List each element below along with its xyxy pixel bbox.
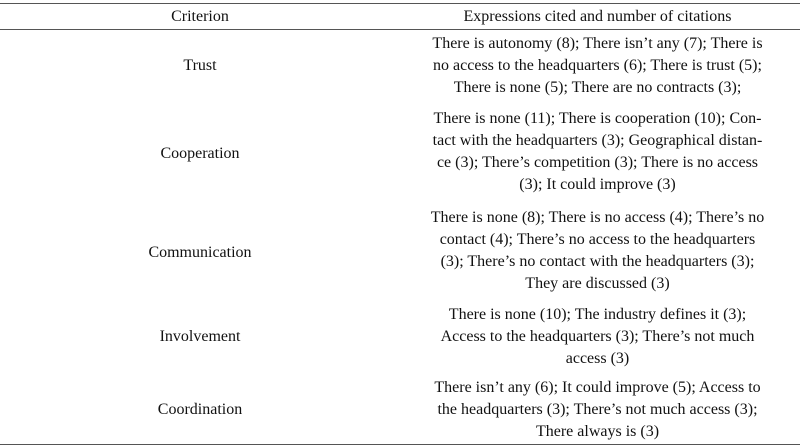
expression-line: There is none (5); There are no contracts (3); (453, 79, 742, 96)
row-criterion: Coordination (157, 401, 243, 418)
expression-line: contact (4); There’s no access to the headquarters (439, 231, 756, 248)
row-expressions (400, 33, 795, 99)
expression-line: access (3) (565, 350, 630, 367)
table-bottom-rule (0, 444, 800, 445)
row-criterion: Communication (148, 244, 252, 261)
row-criterion: Involvement (159, 328, 241, 345)
row-criterion: Cooperation (160, 145, 240, 162)
expression-line: There is none (11); There is cooperation (10); Con- (433, 110, 762, 127)
expression-line: (3); There’s no contact with the headquarters (3); (440, 253, 755, 270)
table-row (0, 377, 800, 443)
expression-line: There always is (3) (535, 423, 660, 440)
expression-line: ce (3); There’s competition (3); There is no access (436, 154, 759, 171)
row-criterion: Trust (183, 57, 217, 74)
expression-line: There is none (10); The industry defines it (3); (448, 306, 747, 323)
table-header-rule (0, 29, 800, 30)
expression-line: Access to the headquarters (3); There’s not much (440, 328, 755, 345)
expression-line: There is autonomy (8); There isn’t any (7); There is (432, 35, 763, 52)
row-expressions (400, 207, 795, 295)
row-expressions (400, 377, 795, 443)
row-expressions (400, 304, 795, 370)
table-row (0, 304, 800, 370)
table-row (0, 33, 800, 99)
header-expressions: Expressions cited and number of citations (463, 8, 732, 25)
expression-line: (3); It could improve (3) (519, 176, 676, 193)
table-row (0, 207, 800, 295)
row-expressions (400, 108, 795, 196)
table-row (0, 108, 800, 196)
expression-line: There is none (8); There is no access (4); There’s no (430, 209, 765, 226)
expression-line: tact with the headquarters (3); Geographical distan- (432, 132, 763, 149)
table-header-row (0, 4, 800, 29)
expression-line: no access to the headquarters (6); There is trust (5); (433, 57, 762, 74)
header-criterion: Criterion (171, 8, 229, 25)
expression-line: They are discussed (3) (525, 275, 670, 292)
expression-line: the headquarters (3); There’s not much access (3); (437, 401, 758, 418)
expression-line: There isn’t any (6); It could improve (5); Access to (434, 379, 761, 396)
